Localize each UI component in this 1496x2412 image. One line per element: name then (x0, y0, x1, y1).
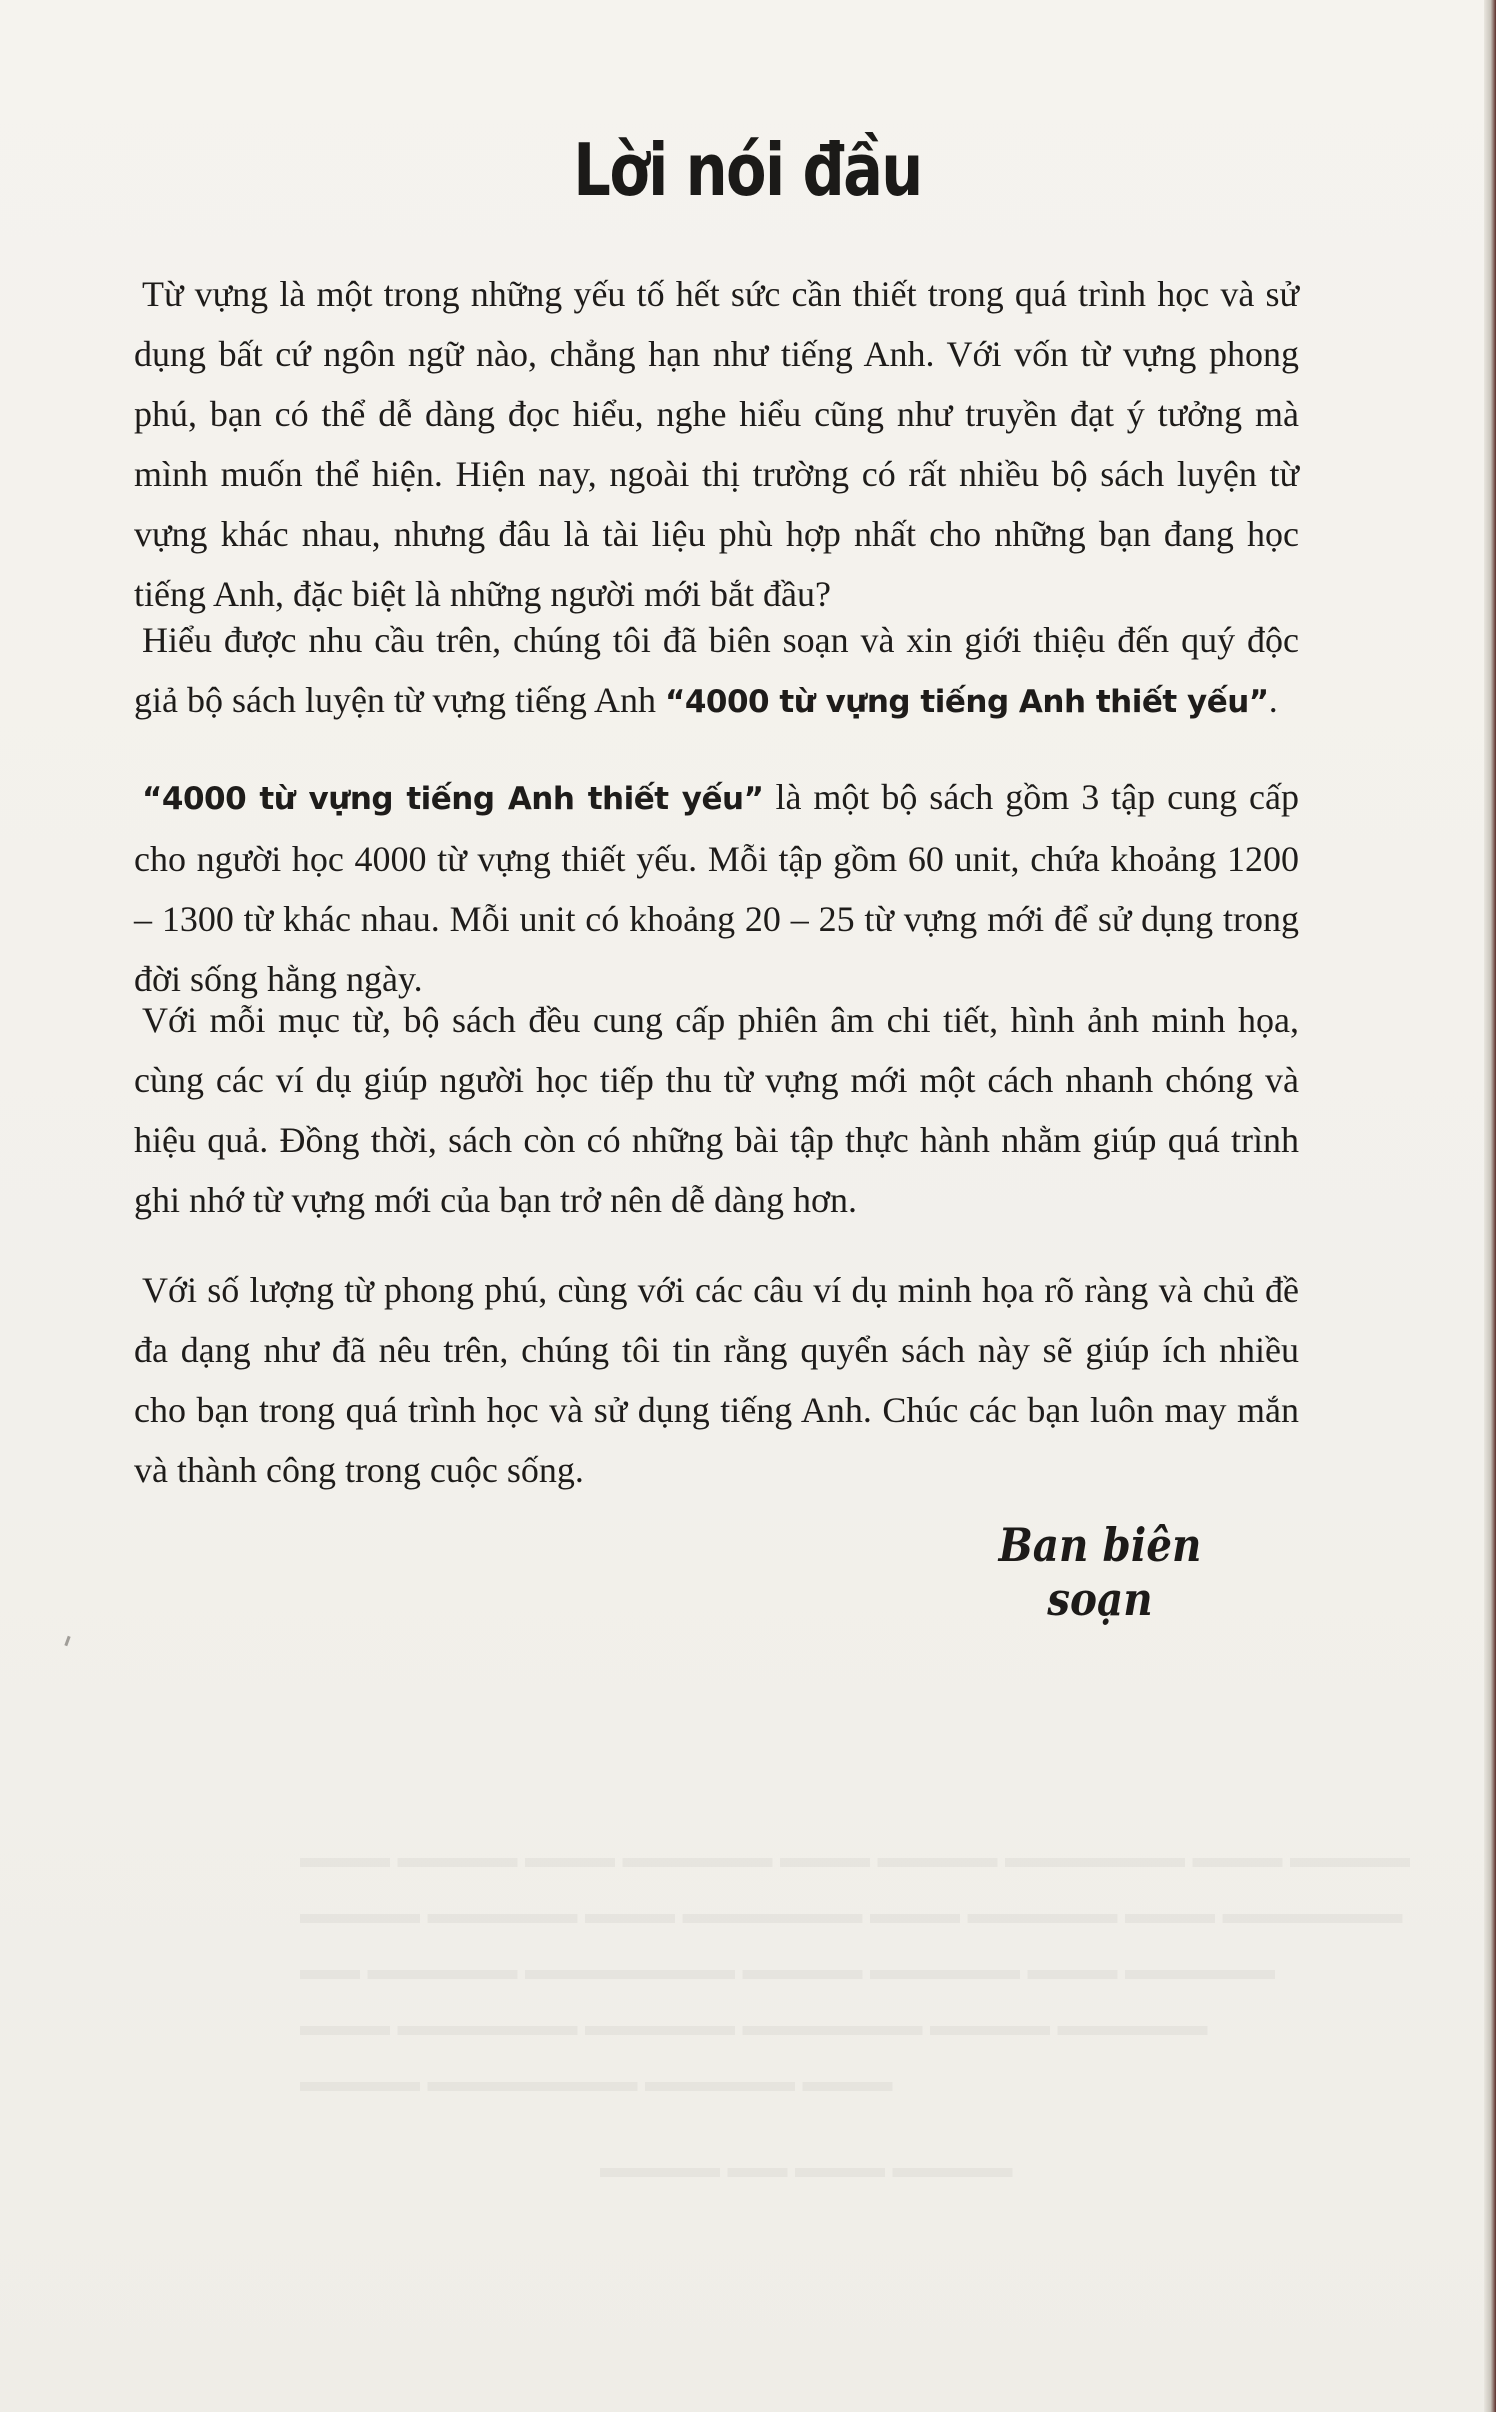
stray-ink-mark (64, 1636, 70, 1646)
paragraph-2-text: Hiểu được nhu cầu trên, chúng tôi đã biên soạn và xin giới thiệu đến quý độc giả bộ sách luyện từ vựng tiếng Anh (134, 620, 1299, 720)
show-through-text (300, 2054, 1300, 2110)
paragraph-4-text: Với mỗi mục từ, bộ sách đều cung cấp phiên âm chi tiết, hình ảnh minh họa, cùng các ví dụ giúp người học tiếp thu từ vựng mới một cách nhanh chóng và hiệu quả. Đồng thời, sách còn có những bài tập thực hành nhằm giúp quá trình ghi nhớ từ vựng mới của bạn trở nên dễ dàng hơn. (134, 1000, 1299, 1220)
page-title: Lời nói đầu (573, 128, 922, 212)
page-edge (1484, 0, 1496, 2412)
paragraph-introduction-of-book (134, 610, 1299, 732)
paragraph-intro-text: Từ vựng là một trong những yếu tố hết sức cần thiết trong quá trình học và sử dụng bất cứ ngôn ngữ nào, chẳng hạn như tiếng Anh. Với vốn từ vựng phong phú, bạn có thể dễ dàng đọc hiểu, nghe hiểu cũng như truyền đạt ý tưởng mà mình muốn thể hiện. Hiện nay, ngoài thị trường có rất nhiều bộ sách luyện từ vựng khác nhau, nhưng đâu là tài liệu phù hợp nhất cho những bạn đang học tiếng Anh, đặc biệt là những người mới bắt đầu? (134, 274, 1299, 614)
show-through-text (300, 1830, 1300, 1886)
paragraph-2-end: . (1268, 680, 1278, 720)
paragraph-3-text: là một bộ sách gồm 3 tập cung cấp cho người học 4000 từ vựng thiết yếu. Mỗi tập gồm 60 unit, chứa khoảng 1200 – 1300 từ khác nhau. Mỗi unit có khoảng 20 – 25 từ vựng mới để sử dụng trong đời sống hằng ngày. (134, 777, 1299, 999)
paragraph-intro (134, 264, 1299, 624)
book-title-emphasis: “4000 từ vựng tiếng Anh thiết yếu” (664, 684, 1269, 720)
show-through-text (300, 1886, 1300, 1942)
book-title-emphasis-2: “4000 từ vựng tiếng Anh thiết yếu” (142, 781, 764, 817)
show-through-text (600, 2140, 1496, 2196)
show-through-text (300, 1998, 1300, 2054)
paragraph-book-structure (134, 767, 1299, 1009)
paragraph-features (134, 990, 1299, 1230)
paragraph-5-text: Với số lượng từ phong phú, cùng với các câu ví dụ minh họa rõ ràng và chủ đề đa dạng như đã nêu trên, chúng tôi tin rằng quyển sách này sẽ giúp ích nhiều cho bạn trong quá trình học và sử dụng tiếng Anh. Chúc các bạn luôn may mắn và thành công trong cuộc sống. (134, 1270, 1299, 1490)
paragraph-closing (134, 1260, 1299, 1500)
show-through-text (300, 1942, 1300, 1998)
signature: Ban biên soạn (998, 1518, 1202, 1626)
